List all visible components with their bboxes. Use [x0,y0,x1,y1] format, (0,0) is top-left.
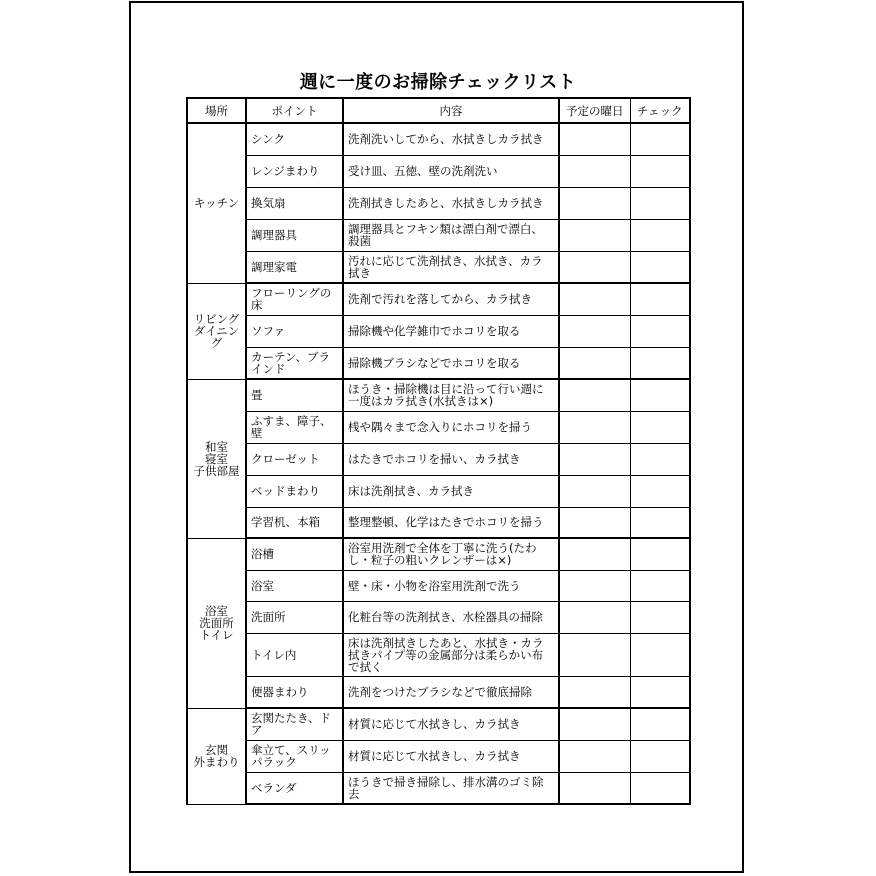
checklist-body [187,123,690,804]
table-row [187,475,690,507]
content-cell: 受け皿、五徳、壁の洗剤洗い [343,155,559,187]
scheduled-day-cell[interactable] [559,740,630,772]
check-cell[interactable] [630,123,690,155]
scheduled-day-cell[interactable] [559,475,630,507]
scheduled-day-cell[interactable] [559,411,630,443]
table-row [187,347,690,379]
page-title: 週に一度のお掃除チェックリスト [299,72,577,93]
check-cell[interactable] [630,601,690,633]
content-cell: 調理器具とフキン類は漂白剤で漂白、殺菌 [343,219,559,251]
table-row [187,570,690,601]
check-cell[interactable] [630,740,690,772]
point-cell: クローゼット [246,443,343,475]
content-cell: ほうきで掃き掃除し、排水溝のゴミ除去 [343,772,559,804]
table-row [187,708,690,740]
area-cell: キッチン [187,123,246,283]
content-cell: 材質に応じて水拭きし、カラ拭き [343,708,559,740]
point-cell: ふすま、障子、壁 [246,411,343,443]
point-cell: 浴槽 [246,538,343,570]
check-cell[interactable] [630,283,690,315]
point-cell: シンク [246,123,343,155]
check-cell[interactable] [630,676,690,708]
table-row [187,601,690,633]
content-cell: 桟や隅々まで念入りにホコリを掃う [343,411,559,443]
table-row [187,155,690,187]
check-cell[interactable] [630,570,690,601]
point-cell: 洗面所 [246,601,343,633]
content-cell: 床は洗剤拭きしたあと、水拭き・カラ拭きパイプ等の金属部分は柔らかい布で拭く [343,633,559,676]
checklist-table [186,97,691,805]
point-cell: 浴室 [246,570,343,601]
check-cell[interactable] [630,411,690,443]
point-cell: ベッドまわり [246,475,343,507]
scheduled-day-cell[interactable] [559,347,630,379]
check-cell[interactable] [630,475,690,507]
scheduled-day-cell[interactable] [559,538,630,570]
check-cell[interactable] [630,772,690,804]
point-cell: ソファ [246,315,343,347]
check-cell[interactable] [630,633,690,676]
table-row [187,538,690,570]
header-check: チェック [630,98,690,123]
point-cell: 調理家電 [246,251,343,283]
content-cell: 洗剤で汚れを落してから、カラ拭き [343,283,559,315]
area-cell: 浴室 洗面所 トイレ [187,538,246,708]
area-cell: 和室 寝室 子供部屋 [187,379,246,538]
scheduled-day-cell[interactable] [559,379,630,411]
content-cell: 化粧台等の洗剤拭き、水栓器具の掃除 [343,601,559,633]
table-row [187,315,690,347]
header-area: 場所 [187,98,246,123]
table-row [187,507,690,538]
check-cell[interactable] [630,507,690,538]
content-cell: ほうき・掃除機は目に沿って行い週に一度はカラ拭き(水拭きは×) [343,379,559,411]
content-cell: 材質に応じて水拭きし、カラ拭き [343,740,559,772]
check-cell[interactable] [630,379,690,411]
scheduled-day-cell[interactable] [559,676,630,708]
check-cell[interactable] [630,708,690,740]
content-cell: 壁・床・小物を浴室用洗剤で洗う [343,570,559,601]
table-row [187,633,690,676]
content-cell: 洗剤洗いしてから、水拭きしカラ拭き [343,123,559,155]
content-cell: 洗剤をつけたブラシなどで徹底掃除 [343,676,559,708]
header-content: 内容 [343,98,559,123]
check-cell[interactable] [630,251,690,283]
scheduled-day-cell[interactable] [559,315,630,347]
scheduled-day-cell[interactable] [559,633,630,676]
table-row [187,187,690,219]
scheduled-day-cell[interactable] [559,187,630,219]
content-cell: 掃除機や化学雑巾でホコリを取る [343,315,559,347]
scheduled-day-cell[interactable] [559,219,630,251]
point-cell: レンジまわり [246,155,343,187]
scheduled-day-cell[interactable] [559,155,630,187]
point-cell: ベランダ [246,772,343,804]
table-row [187,251,690,283]
point-cell: 便器まわり [246,676,343,708]
point-cell: トイレ内 [246,633,343,676]
content-cell: 汚れに応じて洗剤拭き、水拭き、カラ拭き [343,251,559,283]
point-cell: 傘立て、スリッパラック [246,740,343,772]
scheduled-day-cell[interactable] [559,772,630,804]
content-cell: 浴室用洗剤で全体を丁寧に洗う(たわし・粒子の粗いクレンザーは×) [343,538,559,570]
scheduled-day-cell[interactable] [559,443,630,475]
point-cell: 調理器具 [246,219,343,251]
point-cell: カーテン、ブラインド [246,347,343,379]
header-point: ポイント [246,98,343,123]
check-cell[interactable] [630,219,690,251]
content-cell: 整理整頓、化学はたきでホコリを掃う [343,507,559,538]
point-cell: 学習机、本箱 [246,507,343,538]
scheduled-day-cell[interactable] [559,570,630,601]
scheduled-day-cell[interactable] [559,708,630,740]
table-row [187,740,690,772]
table-row [187,772,690,804]
point-cell: フローリングの床 [246,283,343,315]
table-row [187,379,690,411]
scheduled-day-cell[interactable] [559,251,630,283]
scheduled-day-cell[interactable] [559,283,630,315]
check-cell[interactable] [630,315,690,347]
scheduled-day-cell[interactable] [559,601,630,633]
check-cell[interactable] [630,187,690,219]
table-row [187,283,690,315]
header-row [187,98,690,123]
table-row [187,676,690,708]
table-row [187,411,690,443]
area-cell: リビング ダイニン グ [187,283,246,379]
content-cell: 掃除機ブラシなどでホコリを取る [343,347,559,379]
header-scheduled-day: 予定の曜日 [559,98,630,123]
check-cell[interactable] [630,347,690,379]
check-cell[interactable] [630,155,690,187]
scheduled-day-cell[interactable] [559,123,630,155]
table-row [187,443,690,475]
content-cell: はたきでホコリを掃い、カラ拭き [343,443,559,475]
point-cell: 換気扇 [246,187,343,219]
point-cell: 畳 [246,379,343,411]
content-cell: 洗剤拭きしたあと、水拭きしカラ拭き [343,187,559,219]
check-cell[interactable] [630,443,690,475]
table-row [187,219,690,251]
table-row [187,123,690,155]
content-cell: 床は洗剤拭き、カラ拭き [343,475,559,507]
scheduled-day-cell[interactable] [559,507,630,538]
area-cell: 玄関 外まわり [187,708,246,804]
point-cell: 玄関たたき、ドア [246,708,343,740]
check-cell[interactable] [630,538,690,570]
